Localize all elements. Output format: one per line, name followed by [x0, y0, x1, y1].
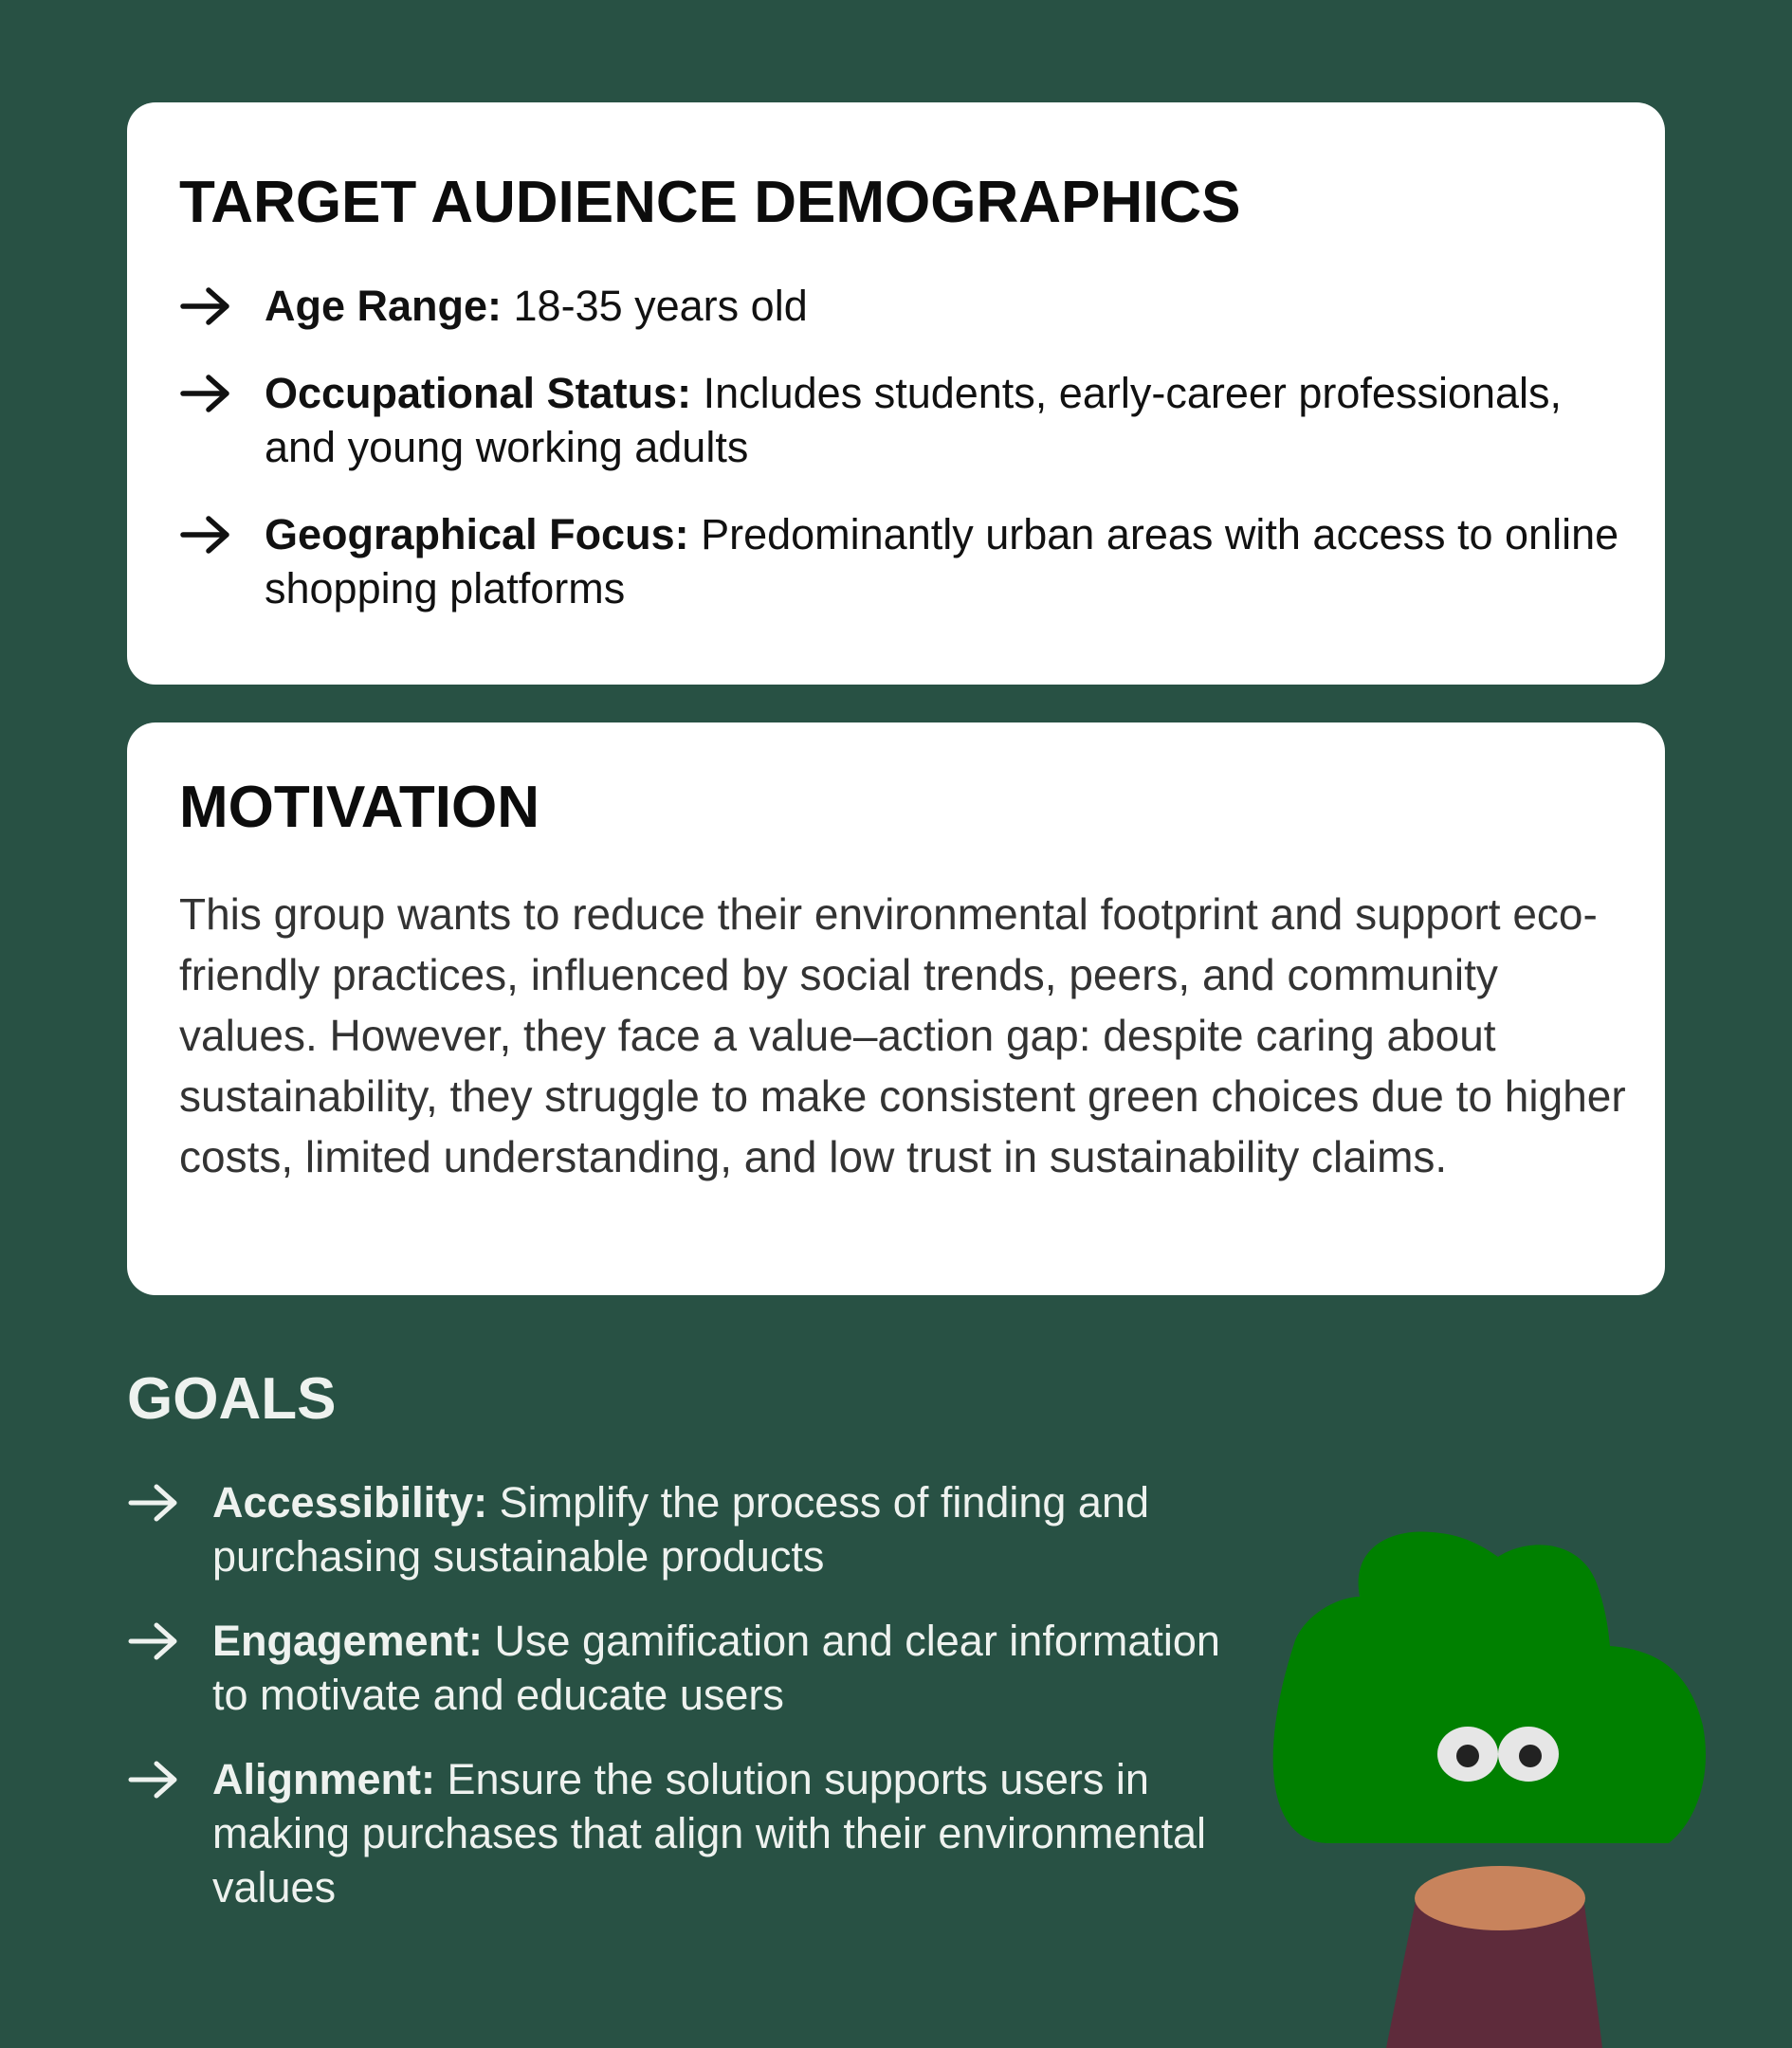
goals-item-text: Ensure the solution supports users in making purchases that align with their environmental values: [212, 1755, 1207, 1911]
arrow-right-icon: [127, 1483, 180, 1523]
demographics-item-age-range: [179, 279, 1620, 333]
goals-item-label: Accessibility:: [212, 1478, 488, 1527]
tree-foliage: [1273, 1531, 1706, 1843]
goals-list: [127, 1475, 1246, 1945]
arrow-right-icon: [127, 1621, 180, 1661]
motivation-body: This group wants to reduce their environmental footprint and support eco-friendly practices, influenced by social trends, peers, and community values. However, they face a value–action gap: despite caring about sustainability, they struggle to make consistent green choices due to higher costs, limited understanding, and low trust in sustainability claims.: [179, 889, 1626, 1181]
goals-item-accessibility: [127, 1475, 1246, 1583]
demographics-item-text: 18-35 years old: [502, 282, 808, 330]
motivation-card: [127, 722, 1665, 1295]
demographics-item-geographical-focus: [179, 507, 1620, 615]
goals-item-engagement: [127, 1614, 1246, 1722]
arrow-right-icon: [127, 1760, 180, 1800]
demographics-item-text: Predominantly urban areas with access to online shopping platforms: [265, 510, 1619, 613]
motivation-title: MOTIVATION: [179, 775, 539, 840]
goals-title: GOALS: [127, 1366, 337, 1432]
arrow-right-icon: [179, 374, 232, 413]
demographics-item-label: Age Range:: [265, 282, 503, 330]
tree-stump-mascot: [1252, 1517, 1792, 2048]
arrow-right-icon: [179, 515, 232, 555]
goals-item-label: Engagement:: [212, 1617, 484, 1665]
demographics-item-label: Geographical Focus:: [265, 510, 689, 558]
goals-item-label: Alignment:: [212, 1755, 435, 1803]
arrow-right-icon: [179, 286, 232, 326]
demographics-title: TARGET AUDIENCE DEMOGRAPHICS: [179, 170, 1241, 235]
goals-item-text: Use gamification and clear information to motivate and educate users: [212, 1617, 1220, 1719]
demographics-item-occupational-status: [179, 366, 1620, 474]
goals-item-alignment: [127, 1752, 1246, 1914]
goals-item-text: Simplify the process of finding and purchasing sustainable products: [212, 1478, 1150, 1581]
demographics-card: [127, 102, 1665, 685]
demographics-item-label: Occupational Status:: [265, 369, 692, 417]
demographics-item-text: Includes students, early-career professionals, and young working adults: [265, 369, 1563, 471]
stump-top: [1415, 1866, 1585, 1930]
demographics-list: [179, 279, 1620, 649]
